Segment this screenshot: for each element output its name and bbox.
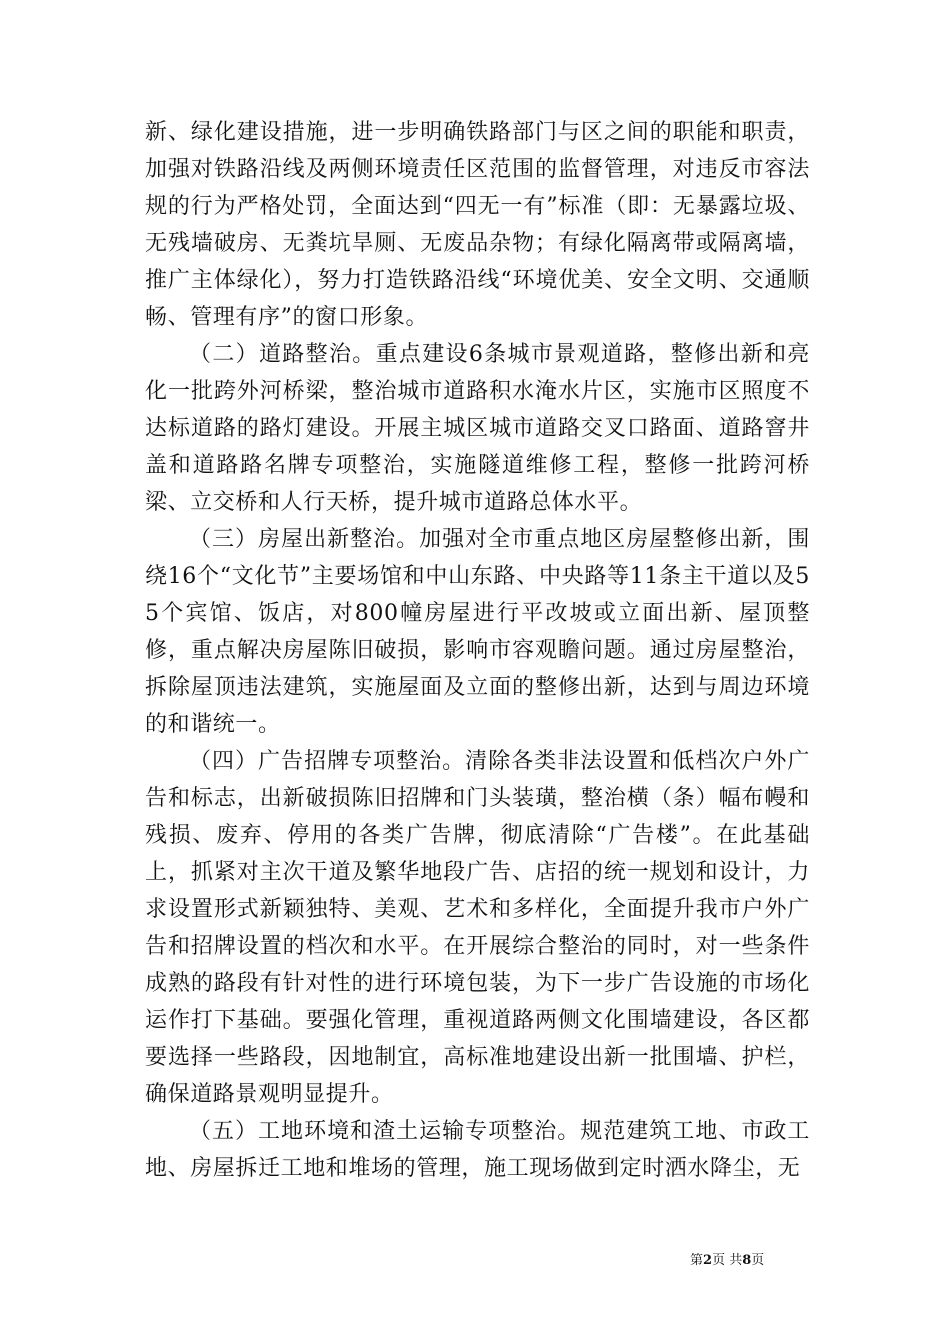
footer-suffix: 页 [751, 1253, 765, 1268]
total-pages-number: 8 [742, 1253, 752, 1268]
paragraph-road-renovation: （二）道路整治。重点建设6条城市景观道路，整修出新和亮化一批跨外河桥梁，整治城市道路积水淹水片区，实施市区照度不达标道路的路灯建设。开展主城区城市道路交叉口路面、道路窨井盖和道路路名牌专项整治，实施隧道维修工程，整修一批跨河桥梁、立交桥和人行天桥，提升城市道路总体水平。 [145, 342, 810, 515]
footer-middle: 页 共 [712, 1253, 743, 1268]
document-body [145, 114, 810, 1187]
current-page-number: 2 [703, 1253, 713, 1268]
page-footer [690, 1249, 764, 1268]
paragraph-building-renovation: （三）房屋出新整治。加强对全市重点地区房屋整修出新，围绕16个“文化节”主要场馆和中山东路、中央路等11条主干道以及55个宾馆、饭店，对800幢房屋进行平改坡或立面出新、屋顶整修，重点解决房屋陈旧破损，影响市容观瞻问题。通过房屋整治，拆除屋顶违法建筑，实施屋面及立面的整修出新，达到与周边环境的和谐统一。 [145, 527, 810, 737]
paragraph-construction-sites: （五）工地环境和渣土运输专项整治。规范建筑工地、市政工地、房屋拆迁工地和堆场的管理，施工现场做到定时洒水降尘，无 [145, 1119, 810, 1181]
paragraph-continuation: 新、绿化建设措施，进一步明确铁路部门与区之间的职能和职责，加强对铁路沿线及两侧环境责任区范围的监督管理，对违反市容法规的行为严格处罚，全面达到“四无一有”标准（即：无暴露垃圾、无残墙破房、无粪坑旱厕、无废品杂物；有绿化隔离带或隔离墙，推广主体绿化），努力打造铁路沿线“环境优美、安全文明、交通顺畅、管理有序”的窗口形象。 [145, 120, 810, 330]
footer-prefix: 第 [690, 1253, 704, 1268]
paragraph-advertising-signs: （四）广告招牌专项整治。清除各类非法设置和低档次户外广告和标志，出新破损陈旧招牌和门头装璜，整治横（条）幅布幔和残损、废弃、停用的各类广告牌，彻底清除“广告楼”。在此基础上，抓紧对主次干道及繁华地段广告、店招的统一规划和设计，力求设置形式新颖独特、美观、艺术和多样化，全面提升我市户外广告和招牌设置的档次和水平。在开展综合整治的同时，对一些条件成熟的路段有针对性的进行环境包装，为下一步广告设施的市场化运作打下基础。要强化管理，重视道路两侧文化围墙建设，各区都要选择一些路段，因地制宜，高标准地建设出新一批围墙、护栏，确保道路景观明显提升。 [145, 749, 810, 1107]
